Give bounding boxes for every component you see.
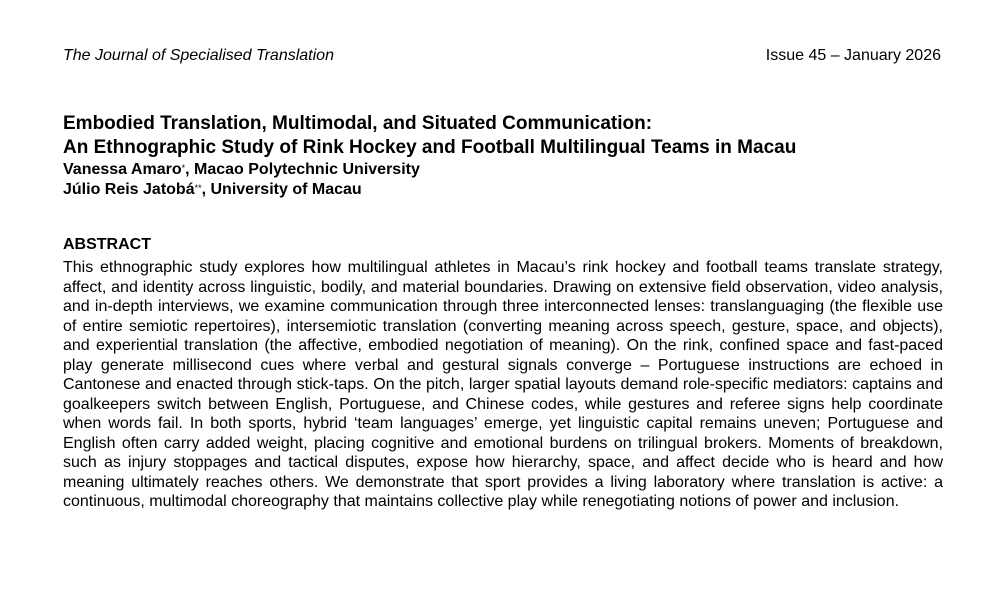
- paper-title-line-2: An Ethnographic Study of Rink Hockey and Football Multilingual Teams in Macau: [63, 137, 797, 158]
- abstract-text: This ethnographic study explores how multilingual athletes in Macau’s rink hockey and football teams translate strategy, affect, and identity across linguistic, bodily, and material boundaries. Drawing on extensive field observation, video analysis, and in-depth interviews, we examine communication through three interconnected lenses: translanguaging (the flexible use of entire semiotic repertoires), intersemiotic translation (converting meaning across speech, gesture, space, and objects), and experiential translation (the affective, embodied negotiation of meaning). On the rink, confined space and fast-paced play generate millisecond cues where verbal and gestural signals converge – Portuguese instructions are echoed in Cantonese and enacted through stick-taps. On the pitch, larger spatial layouts demand role-specific mediators: captains and goalkeepers switch between English, Portuguese, and Chinese codes, while gestures and referee signs help coordinate when words fail. In both sports, hybrid ‘team languages’ emerge, yet linguistic capital remains uneven; Portuguese and English often carry added weight, placing cognitive and emotional burdens on trilingual brokers. Moments of breakdown, such as injury stoppages and tactical disputes, expose how hierarchy, space, and affect decide who is heard and how meaning ultimately reaches others. We demonstrate that sport provides a living laboratory where translation is active: a continuous, multimodal choreography that maintains collective play while renegotiating notions of power and inclusion.: [63, 259, 943, 510]
- journal-name: The Journal of Specialised Translation: [63, 47, 334, 64]
- author-affiliation: , Macao Polytechnic University: [185, 161, 420, 178]
- author-line: [63, 180, 943, 200]
- author-affiliation: , University of Macau: [201, 181, 362, 198]
- author-name: Júlio Reis Jatobá: [63, 181, 195, 198]
- author-footnote-mark[interactable]: *: [181, 163, 186, 173]
- running-header: [63, 46, 941, 66]
- issue-info: Issue 45 – January 2026: [765, 47, 941, 64]
- paper-title-line-1: Embodied Translation, Multimodal, and Situated Communication:: [63, 113, 653, 134]
- author-footnote-mark[interactable]: **: [194, 183, 202, 193]
- title-block: [63, 112, 943, 200]
- author-name: Vanessa Amaro: [63, 161, 182, 178]
- author-line: [63, 160, 943, 180]
- abstract-heading: ABSTRACT: [63, 236, 151, 253]
